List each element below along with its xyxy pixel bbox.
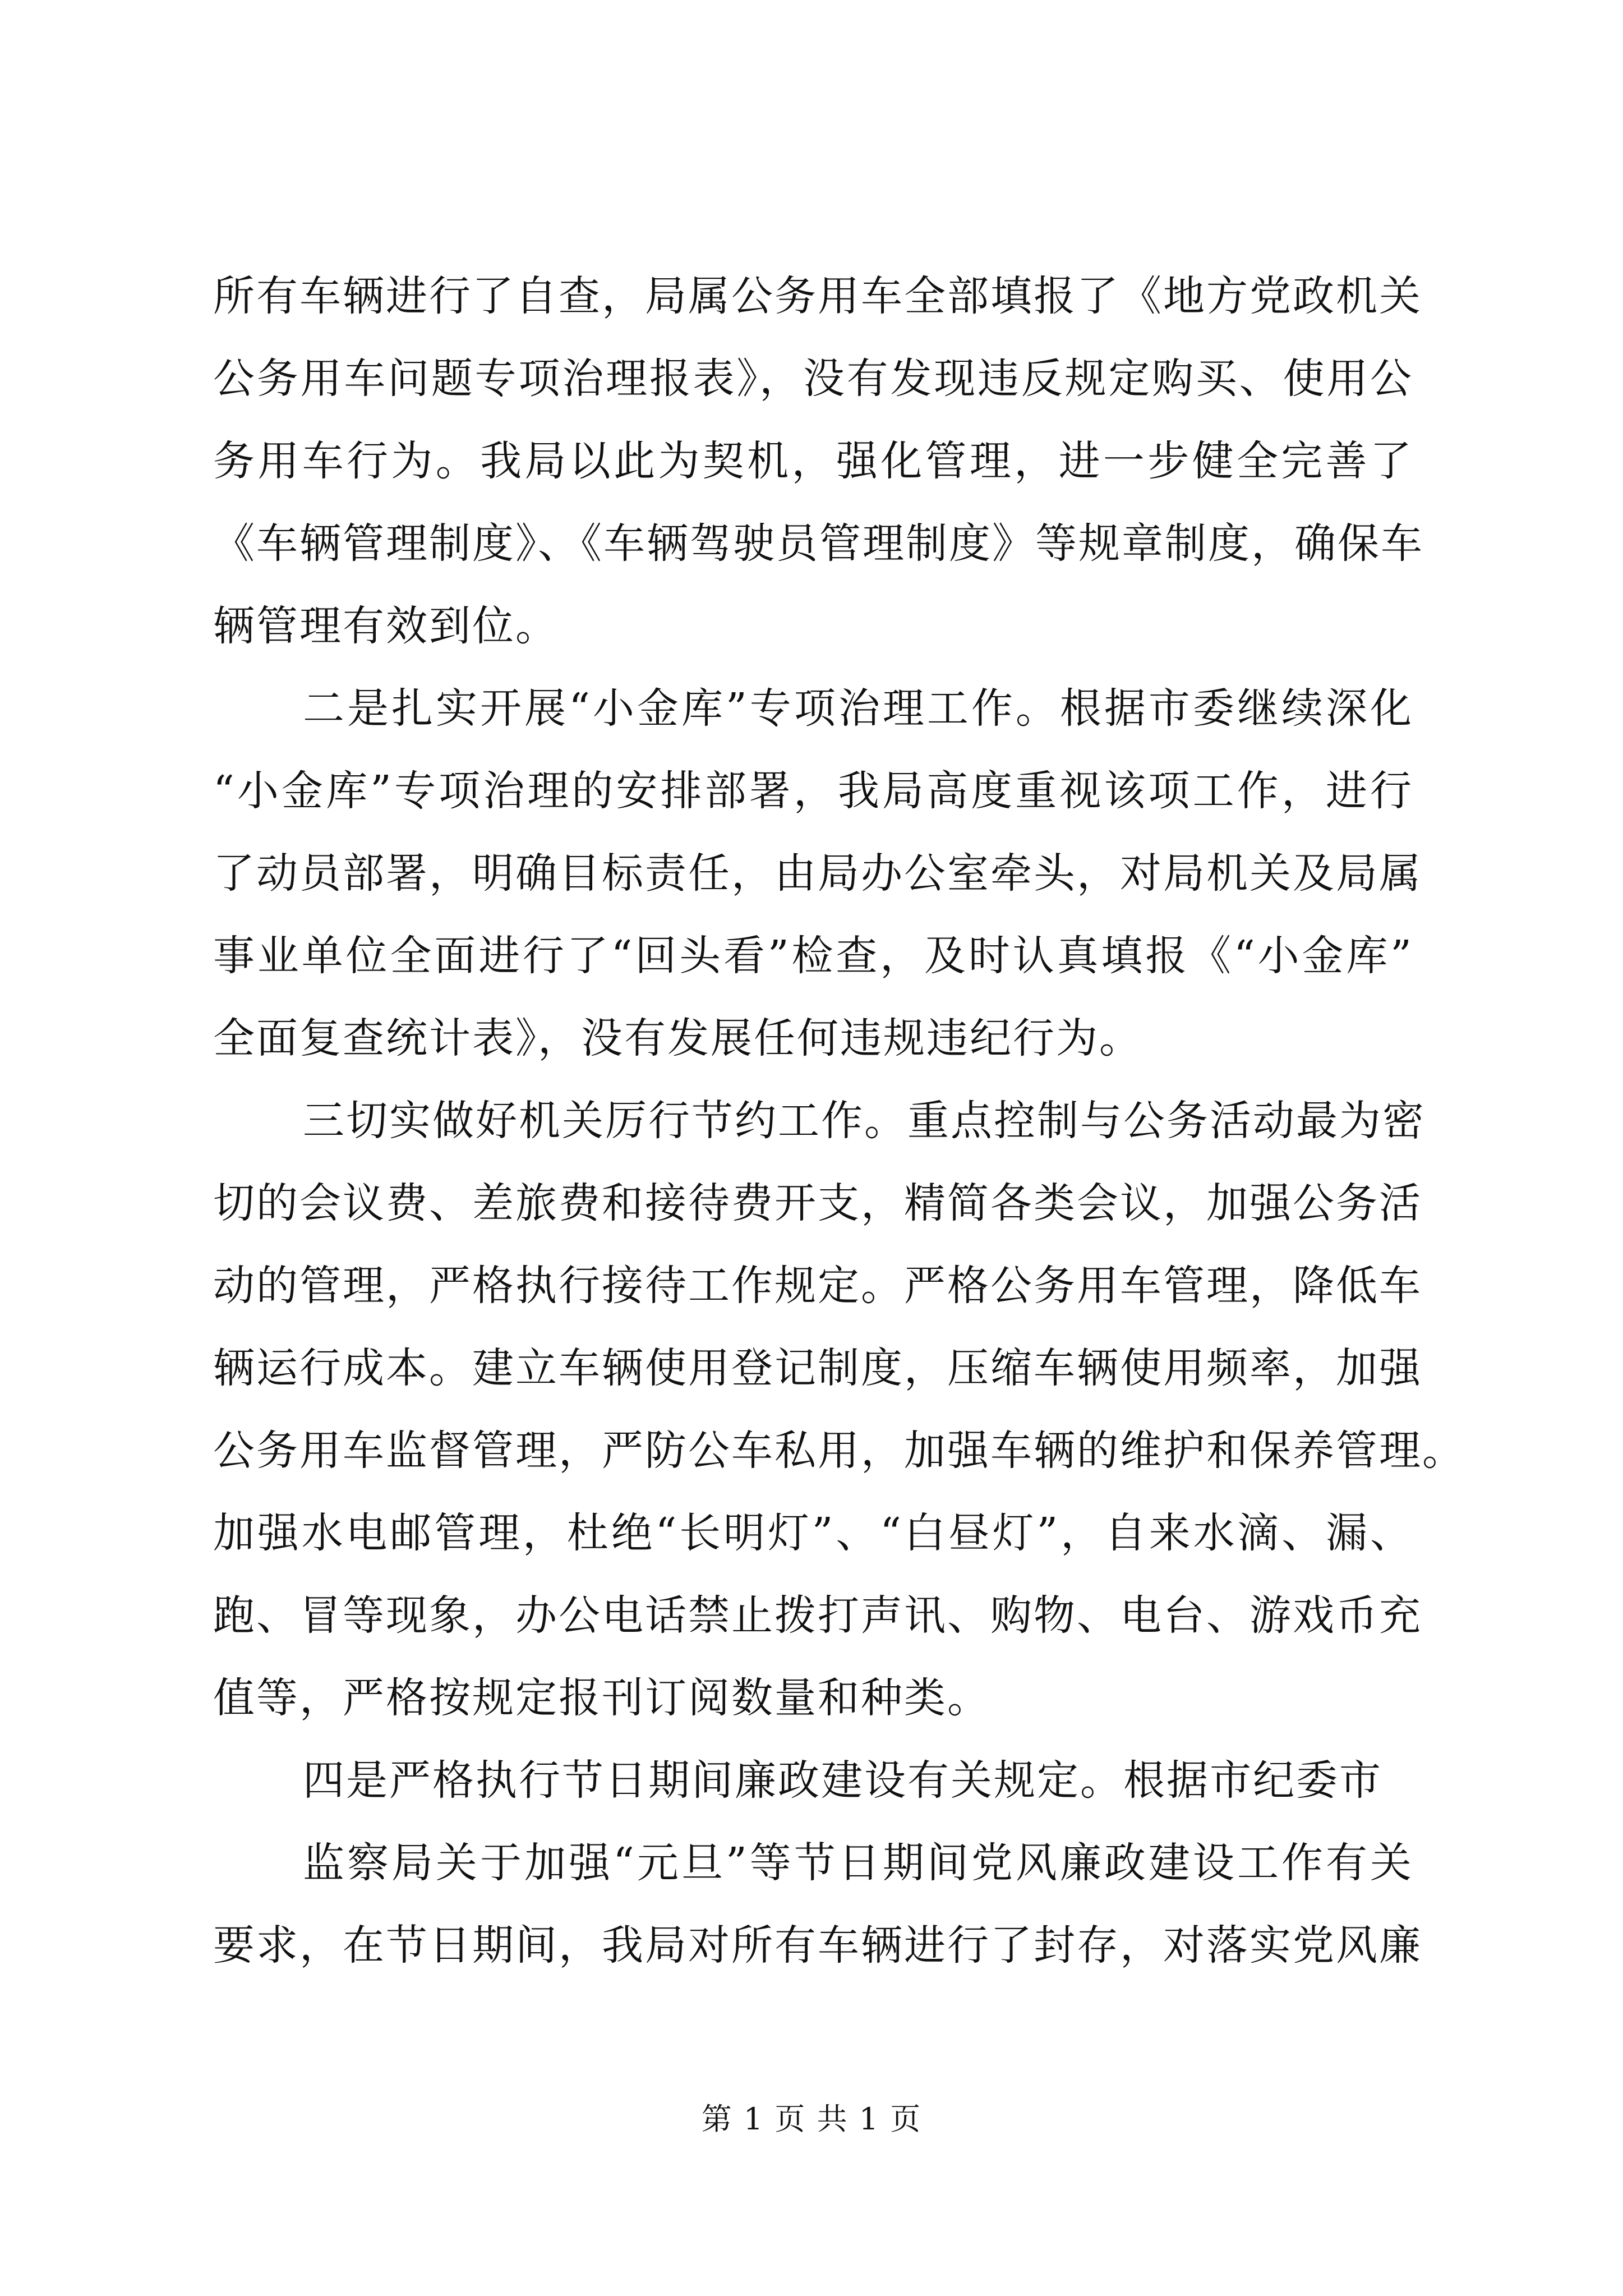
text-line: 加强水电邮管理，杜绝“长明灯”、“白昼灯”，自来水滴、漏、 — [213, 1509, 1413, 1557]
text-line: 监察局关于加强“元旦”等节日期间党风廉政建设工作有关 — [303, 1839, 1413, 1887]
text-line: 切的会议费、差旅费和接待费开支，精简各类会议，加强公务活 — [213, 1179, 1422, 1227]
text-line: 公务用车监督管理，严防公车私用，加强车辆的维护和保养管理。 — [213, 1427, 1465, 1475]
paragraph-first-line: 二是扎实开展“小金库”专项治理工作。根据市委继续深化 — [303, 684, 1413, 733]
body-text — [213, 255, 1465, 1987]
text-line: 所有车辆进行了自查，局属公务用车全部填报了《地方党政机关 — [213, 272, 1422, 320]
text-line: 辆运行成本。建立车辆使用登记制度，压缩车辆使用频率，加强 — [213, 1344, 1422, 1392]
text-line: 全面复查统计表》，没有发展任何违规违纪行为。 — [213, 1014, 1142, 1062]
text-line: 值等，严格按规定报刊订阅数量和种类。 — [213, 1674, 990, 1722]
paragraph-first-line: 四是严格执行节日期间廉政建设有关规定。根据市纪委市 — [303, 1756, 1382, 1805]
text-line: 公务用车问题专项治理报表》，没有发现违反规定购买、使用公 — [213, 355, 1413, 403]
paragraph-first-line: 三切实做好机关厉行节约工作。重点控制与公务活动最为密 — [303, 1097, 1426, 1145]
page-number-footer: 第 1 页 共 1 页 — [701, 2101, 922, 2137]
text-line: 了动员部署，明确目标责任，由局办公室牵头，对局机关及局属 — [213, 849, 1422, 898]
text-line: 事业单位全面进行了“回头看”检查，及时认真填报《“小金库” — [213, 932, 1413, 980]
text-line: 务用车行为。我局以此为契机，强化管理，进一步健全完善了 — [213, 437, 1413, 485]
text-line: 跑、冒等现象，办公电话禁止拨打声讯、购物、电台、游戏币充 — [213, 1591, 1422, 1640]
text-line: 《车辆管理制度》、《车辆驾驶员管理制度》等规章制度，确保车 — [213, 519, 1424, 568]
text-line: 辆管理有效到位。 — [213, 602, 559, 650]
text-line: “小金库”专项治理的安排部署，我局高度重视该项工作，进行 — [213, 767, 1413, 815]
text-line: 要求，在节日期间，我局对所有车辆进行了封存，对落实党风廉 — [213, 1921, 1422, 1970]
text-line: 动的管理，严格执行接待工作规定。严格公务用车管理，降低车 — [213, 1262, 1422, 1310]
